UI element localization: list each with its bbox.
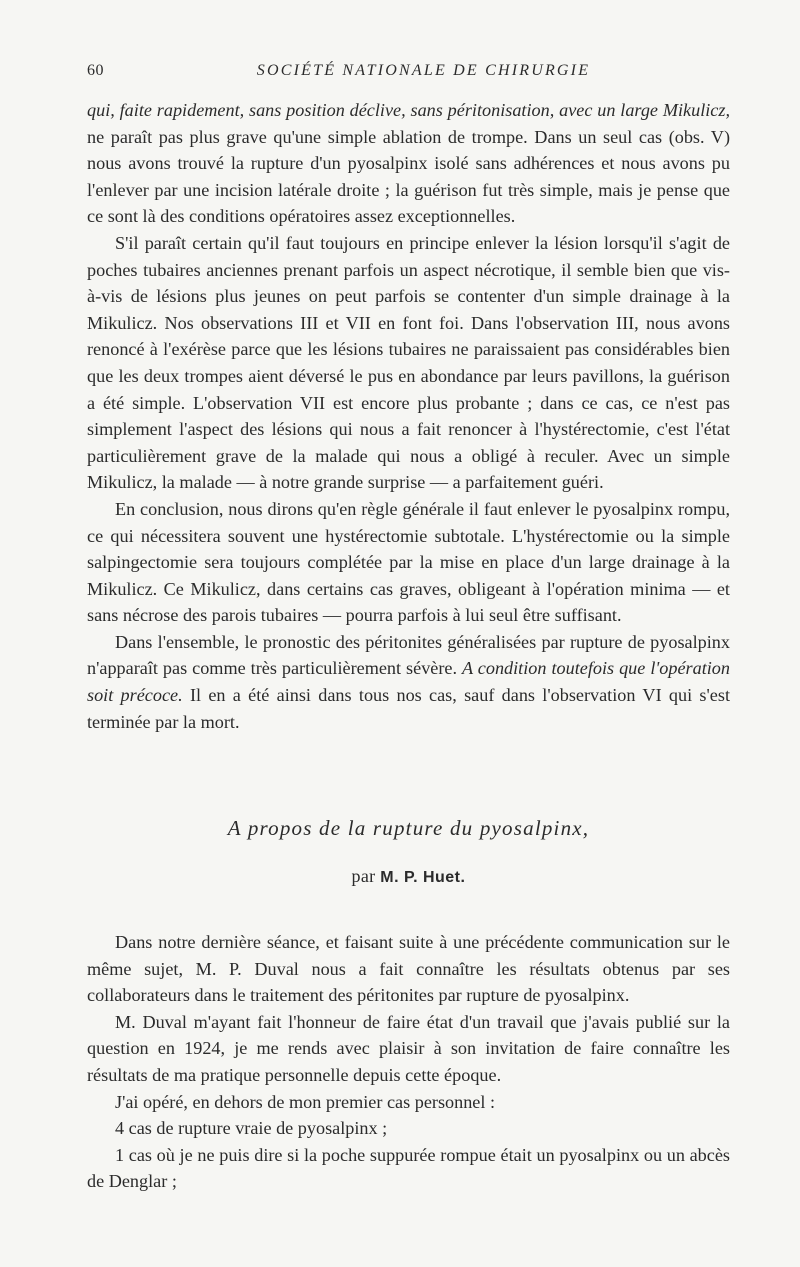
paragraph: M. Duval m'ayant fait l'honneur de faire état d'un travail que j'avais publié sur la question en 1924, je me rends avec plaisir à son invitation de faire connaître les résultats de ma pratique personnelle depuis cette époque. (87, 1011, 730, 1085)
byline-prefix: par (351, 866, 376, 886)
running-head (87, 58, 730, 86)
paragraph: En conclusion, nous dirons qu'en règle générale il faut enlever le pyosalpinx rompu, ce qui nécessitera souvent une hystérectomie subtotale. L'hystérectomie ou la simple salpingectomie sera toujours complétée par la mise en place d'un large drainage à la Mikulicz. Ce Mikulicz, dans certains cas graves, obligeant à l'opération minima — et sans nécrose des parois tubaires — pourra parfois à lui seul être suffisant. (87, 498, 730, 626)
list-item: 4 cas de rupture vraie de pyosalpinx ; (115, 1118, 388, 1139)
journal-title: SOCIÉTÉ NATIONALE DE CHIRURGIE (256, 62, 591, 79)
list-item: 1 cas où je ne puis dire si la poche suppurée rompue était un pyosalpinx ou un abcès de Denglar ; (87, 1144, 730, 1192)
paragraph: Dans notre dernière séance, et faisant suite à une précédente communication sur le même sujet, M. P. Duval nous a fait connaître les résultats obtenus par ses collaborateurs dans le traitement des péritonites par rupture de pyosalpinx. (87, 932, 730, 1006)
previous-article-conclusion (87, 97, 730, 735)
paragraph-text: ne paraît pas plus grave qu'une simple ablation de trompe. Dans un seul cas (obs. V) nous avons trouvé la rupture d'un pyosalpinx isolé sans adhérences et nous avons pu l'enlever par une incision latérale droite ; la guérison fut très simple, mais je pense que ce sont là des conditions opératoires assez exceptionnelles. (87, 126, 730, 227)
paragraph: J'ai opéré, en dehors de mon premier cas personnel : (115, 1091, 496, 1112)
paragraph-text: Dans l'ensemble, le pronostic des péritonites généralisées par rupture de pyosalpinx n'apparaît pas comme très particulièrement sévère. (87, 631, 730, 679)
article-title: A propos de la rupture du pyosalpinx, (227, 816, 590, 840)
byline (87, 866, 730, 887)
italic-phrase: A condition toutefois que l'opération soit précoce. (87, 658, 730, 706)
italic-phrase: qui, faite rapidement, sans position déclive, sans péritonisation, avec un large Mikulicz, (87, 100, 730, 120)
paragraph: S'il paraît certain qu'il faut toujours en principe enlever la lésion lorsqu'il s'agit de poches tubaires anciennes prenant parfois un aspect nécrotique, il semble bien que vis-à-vis de lésions plus jeunes on peut parfois se contenter d'un simple drainage à la Mikulicz. Nos observations III et VII en font foi. Dans l'observation III, nous avons renoncé à l'exérèse parce que les lésions tubaires ne paraissaient pas considérables bien que les deux trompes aient déversé le pus en abondance par leurs pavillons, la guérison a été simple. L'observation VII est encore plus probante ; dans ce cas, ce n'est pas simplement l'aspect des lésions qui nous a fait renoncer à l'hystérectomie, c'est l'état particulièrement grave de la malade qui nous a obligé à reculer. Avec un simple Mikulicz, la malade — à notre grande surprise — a parfaitement guéri. (87, 232, 730, 493)
article-body (87, 929, 730, 1195)
paragraph-text: Il en a été ainsi dans tous nos cas, sauf dans l'observation VI qui s'est terminée par la mort. (87, 685, 730, 732)
paragraph (87, 629, 730, 735)
author-name: M. P. Huet. (380, 869, 466, 886)
paragraph (87, 97, 730, 230)
page-number: 60 (87, 62, 104, 79)
